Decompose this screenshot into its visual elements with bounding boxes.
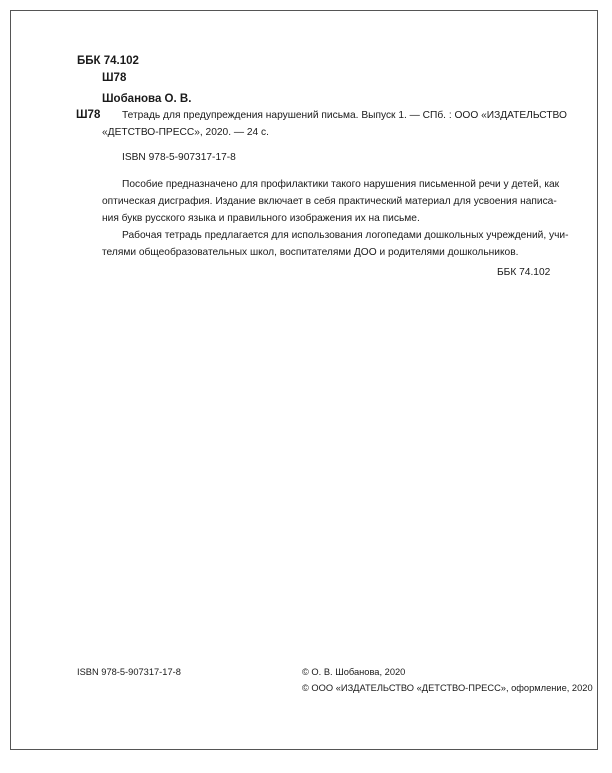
copyright-publisher: © ООО «ИЗДАТЕЛЬСТВО «ДЕТСТВО-ПРЕСС», оформление, 2020 (302, 683, 593, 693)
bib-isbn: ISBN 978-5-907317-17-8 (122, 152, 236, 163)
annotation-p2-line-1: Рабочая тетрадь предлагается для использования логопедами дошкольных учреждений, учи- (122, 230, 569, 241)
bib-title-line-2: «ДЕТСТВО-ПРЕСС», 2020. — 24 с. (102, 127, 269, 138)
bib-title-line-1: Тетрадь для предупреждения нарушений письма. Выпуск 1. — СПб. : ООО «ИЗДАТЕЛЬСТВО (122, 110, 567, 121)
colophon-page (10, 10, 598, 750)
annotation-p1-line-2: оптическая дисграфия. Издание включает в себя практический материал для усвоения написа- (102, 196, 557, 207)
footer-isbn: ISBN 978-5-907317-17-8 (77, 667, 181, 677)
annotation-p2-line-2: телями общеобразовательных школ, воспитателями ДОО и родителями дошкольников. (102, 247, 519, 258)
annotation-p1-line-3: ния букв русского языка и правильного изображения их на письме. (102, 213, 420, 224)
annotation-p1-line-1: Пособие предназначено для профилактики такого нарушения письменной речи у детей, как (122, 179, 560, 190)
bib-mark: Ш78 (76, 109, 101, 121)
bib-author: Шобанова О. В. (102, 93, 192, 105)
author-mark: Ш78 (102, 72, 127, 84)
bbk-code: ББК 74.102 (77, 55, 139, 67)
bbk-right: ББК 74.102 (497, 267, 551, 278)
copyright-author: © О. В. Шобанова, 2020 (302, 667, 406, 677)
